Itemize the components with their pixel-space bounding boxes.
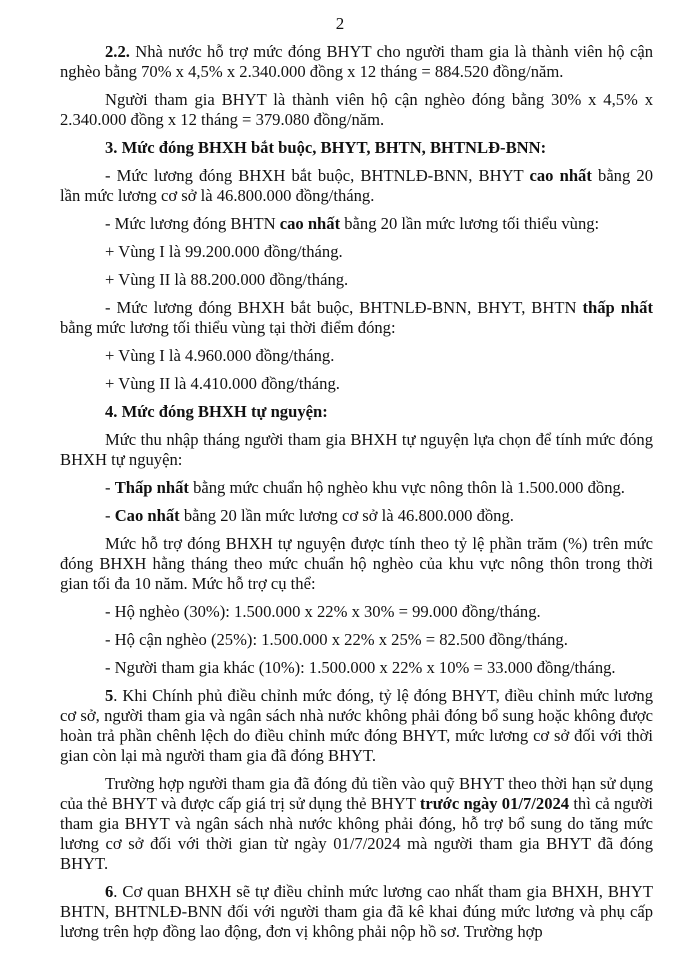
paragraph-voluntary-income: Mức thu nhập tháng người tham gia BHXH tự nguyện lựa chọn để tính mức đóng BHXH tự nguyện: xyxy=(60,430,653,469)
paragraph-max-salary-bhxh: - Mức lương đóng BHXH bắt buộc, BHTNLĐ-BNN, BHYT cao nhất bằng 20 lần mức lương cơ sở là 46.800.000 đồng/tháng. xyxy=(60,166,653,205)
list-item-highest: - Cao nhất bằng 20 lần mức lương cơ sở là 46.800.000 đồng. xyxy=(105,506,514,525)
section-number: 2.2. xyxy=(105,42,130,61)
paragraph-section-5: 5. Khi Chính phủ điều chỉnh mức đóng, tỷ lệ đóng BHYT, điều chỉnh mức lương cơ sở, người tham gia và ngân sách nhà nước không phải đóng bổ sung hoặc không được hoàn trả phần chênh lệch do điều chỉnh mức đóng BHYT, mức lương cơ sở đối với thời gian còn lại mà người tham gia đã đóng BHYT. xyxy=(60,686,653,765)
list-item-near-poor: - Hộ cận nghèo (25%): 1.500.000 x 22% x 25% = 82.500 đồng/tháng. xyxy=(105,630,568,649)
paragraph-max-salary-bhtn: - Mức lương đóng BHTN cao nhất bằng 20 lần mức lương tối thiểu vùng: xyxy=(105,214,600,233)
paragraph-before-date: Trường hợp người tham gia đã đóng đủ tiền vào quỹ BHYT theo thời hạn sử dụng của thẻ BHYT và được cấp giá trị sử dụng thẻ BHYT trước ngày 01/7/2024 thì cả người tham gia BHYT và ngân sách nhà nước không phải đóng, hỗ trợ bổ sung do tăng mức lương cơ sở đối với thời gian từ ngày 01/7/2024 mà người tham gia BHYT đã đóng BHYT. xyxy=(60,774,653,873)
paragraph-near-poor-contribution: Người tham gia BHYT là thành viên hộ cận nghèo đóng bằng 30% x 4,5% x 2.340.000 đồng x 12 tháng = 379.080 đồng/năm. xyxy=(60,90,653,129)
heading-section-3: 3. Mức đóng BHXH bắt buộc, BHYT, BHTN, BHTNLĐ-BNN: xyxy=(105,138,547,157)
paragraph-min-salary: - Mức lương đóng BHXH bắt buộc, BHTNLĐ-BNN, BHYT, BHTN thấp nhất bằng mức lương tối thiểu vùng tại thời điểm đóng: xyxy=(60,298,653,337)
page-number: 2 xyxy=(335,14,345,33)
list-item-lowest: - Thấp nhất bằng mức chuẩn hộ nghèo khu vực nông thôn là 1.500.000 đồng. xyxy=(105,478,625,497)
list-item-region-1-min: + Vùng I là 4.960.000 đồng/tháng. xyxy=(105,346,335,365)
paragraph-section-6: 6. Cơ quan BHXH sẽ tự điều chỉnh mức lương cao nhất tham gia BHXH, BHYT BHTN, BHTNLĐ-BNN đối với người tham gia đã kê khai đúng mức lương và phụ cấp lương trên hợp đồng lao động, đơn vị không phải nộp hồ sơ. Trường hợp xyxy=(60,882,653,941)
list-item-region-2-min: + Vùng II là 4.410.000 đồng/tháng. xyxy=(105,374,340,393)
heading-section-4: 4. Mức đóng BHXH tự nguyện: xyxy=(105,402,328,421)
paragraph-2-2: 2.2. Nhà nước hỗ trợ mức đóng BHYT cho người tham gia là thành viên hộ cận nghèo bằng 70% x 4,5% x 2.340.000 đồng x 12 tháng = 884.520 đồng/năm. xyxy=(60,42,653,81)
paragraph-support-rate: Mức hỗ trợ đóng BHXH tự nguyện được tính theo tỷ lệ phần trăm (%) trên mức đóng BHXH hằng tháng theo mức chuẩn hộ nghèo của khu vực nông thôn trong thời gian tối đa 10 năm. Mức hỗ trợ cụ thể: xyxy=(60,534,653,593)
list-item-poor: - Hộ nghèo (30%): 1.500.000 x 22% x 30% = 99.000 đồng/tháng. xyxy=(105,602,541,621)
list-item-other: - Người tham gia khác (10%): 1.500.000 x 22% x 10% = 33.000 đồng/tháng. xyxy=(105,658,616,677)
list-item-region-2-max: + Vùng II là 88.200.000 đồng/tháng. xyxy=(105,270,349,289)
list-item-region-1-max: + Vùng I là 99.200.000 đồng/tháng. xyxy=(105,242,343,261)
